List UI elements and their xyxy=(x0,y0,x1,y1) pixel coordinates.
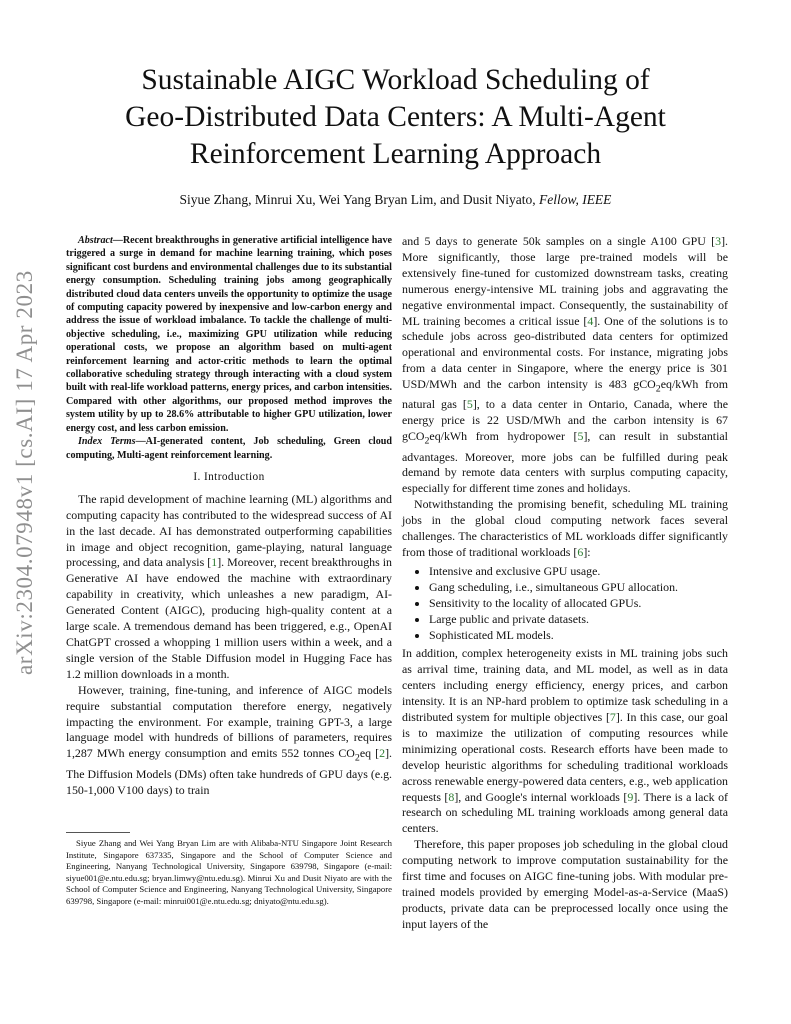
right-column xyxy=(402,234,728,933)
list-item: • Intensive and exclusive GPU usage. xyxy=(429,564,728,580)
citation-link[interactable]: 5 xyxy=(577,429,584,444)
title-line: Reinforcement Learning Approach xyxy=(189,138,602,170)
citation-link[interactable]: 6 xyxy=(577,544,584,559)
citation-link[interactable]: 9 xyxy=(627,789,634,804)
subscript: 2 xyxy=(354,752,360,764)
citation-link[interactable]: 5 xyxy=(466,397,473,412)
text-run: ]. The Diffusion Models (DMs) often take hundreds of GPU days (e.g. 150-1,000 V100 days) to train xyxy=(66,746,392,797)
citation-link[interactable]: 4 xyxy=(587,313,594,328)
index-terms-text: —AI-generated content, Job scheduling, Green cloud computing, Multi-agent reinforcement learning. xyxy=(66,436,392,461)
text-run: ], to a data center in Ontario, Canada, where the energy price is 22 USD/MWh and the carbon intensity is 67 gCO xyxy=(402,397,728,444)
citation-link[interactable]: 2 xyxy=(379,746,386,761)
list-item: • Large public and private datasets. xyxy=(429,612,728,628)
index-terms-label: Index Terms xyxy=(78,436,136,448)
list-item: • Gang scheduling, i.e., simultaneous GPU allocation. xyxy=(429,580,728,596)
text-run: The rapid development of machine learning (ML) algorithms and computing capacity has contributed to the widespread success of AI in the last decade. AI has demonstrated outperforming capabilities in image and object recognition, game-playing, natural language processing, and data analysis [ xyxy=(66,491,392,570)
text-run: ]. In this case, our goal is to maximize the utilization of computing resources while minimizing operational costs. Research efforts have been made to develop heuristic algorithms for scheduling traditional workloads across renewable energy-powered data centers, e.g., web application requests [ xyxy=(402,710,729,804)
text-run: ], can result in substantial advantages. Moreover, more jobs can be fulfilled during peak demand by remote data centers with surplus computing capacity, especially for different time zones and holidays. xyxy=(402,429,728,496)
citation-link[interactable]: 7 xyxy=(609,710,616,725)
text-run: eq/kWh from natural gas [ xyxy=(402,377,728,412)
title-line: Geo-Distributed Data Centers: A Multi-Agent xyxy=(125,101,666,133)
footnote-rule xyxy=(66,832,130,833)
author-suffix: Fellow, IEEE xyxy=(538,192,612,207)
text-run: ]. More significantly, those large pre-trained models will be extensively fine-tuned for customized downstream tasks, creating numerous energy-intensive ML training jobs and aggravating the negative environmental impact. Consequently, the sustainability of ML training becomes a critical issue [ xyxy=(402,234,728,328)
text-run: eq/kWh from hydropower [ xyxy=(429,429,578,444)
title-line: Sustainable AIGC Workload Scheduling of xyxy=(141,64,650,96)
text-run: ]. One of the solutions is to schedule jobs across geo-distributed data centers for optimized operational and environmental costs. For instance, migrating jobs from a data center in Singapore, where the energy price is 301 USD/MWh and the carbon intensity is 483 gCO xyxy=(402,313,728,392)
paragraph xyxy=(402,234,728,497)
index-terms xyxy=(66,435,392,462)
text-run: Notwithstanding the promising benefit, scheduling ML training jobs in the global cloud computing network faces several challenges. The characteristics of ML workloads differ significantly from those of traditional workloads [ xyxy=(402,497,728,559)
paragraph: Therefore, this paper proposes job scheduling in the global cloud computing network to improve computation sustainability for the first time and focuses on AIGC fine-tuning jobs. With modular pre-trained models provided by emerging Model-as-a-Service (MaaS) products, private data can be preprocessed locally once using the input layers of the xyxy=(402,837,728,931)
list-item: • Sophisticated ML models. xyxy=(429,628,728,644)
paragraph xyxy=(402,497,728,561)
citation-link[interactable]: 8 xyxy=(448,789,455,804)
paper-title xyxy=(80,62,711,173)
abstract-text: —Recent breakthroughs in generative artificial intelligence have triggered a surge in demand for machine learning training, which poses significant cost burdens and environmental challenges due to its substantial energy consumption. Scheduling training jobs among geographically distributed cloud data centers unveils the opportunity to optimize the usage of computing capacity powered by inexpensive and low-carbon energy and address the issue of workload imbalance. To tackle the challenge of multi-objective scheduling, i.e., maximizing GPU utilization while reducing operational costs, we propose an algorithm based on multi-agent reinforcement learning and actor-critic methods to learn the optimal collaborative scheduling strategy through interacting with a cloud system built with real-life workload patterns, energy prices, and carbon intensities. Compared with other algorithms, our proposed method improves the system utility by up to 28.6% attributable to higher GPU utilization, lower energy cost, and less carbon emission. xyxy=(66,235,392,434)
author-names: Siyue Zhang, Minrui Xu, Wei Yang Bryan Lim, and Dusit Niyato, xyxy=(179,192,536,207)
text-run: In addition, complex heterogeneity exists in ML training jobs such as arrival time, training data, and ML model, as well as in data centers including energy efficiency, energy prices, and carbon intensity. It is an NP-hard problem to optimize task scheduling in a distributed system for multiple objectives [ xyxy=(402,646,728,725)
abstract xyxy=(66,234,392,435)
subscript: 2 xyxy=(424,435,430,447)
paragraph xyxy=(402,646,728,837)
author-list xyxy=(80,192,711,208)
abstract-label: Abstract xyxy=(78,235,113,246)
paragraph xyxy=(66,492,392,683)
footnote-text: Siyue Zhang and Wei Yang Bryan Lim are with Alibaba-NTU Singapore Joint Research Institute, Singapore 637335, Singapore and the School of Computer Science and Engineering, Nanyang Technological University, Singapore 639798, Singapore (e-mail: siyue001@e.ntu.edu.sg; bryan.limwy@ntu.edu.sg). Minrui Xu and Dusit Niyato are with the School of Computer Science and Engineering, Nanyang Technological University, Singapore 639798, Singapore (e-mail: minrui001@e.ntu.edu.sg; dniyato@ntu.edu.sg). xyxy=(66,838,392,906)
text-run: and 5 days to generate 50k samples on a single A100 GPU [ xyxy=(402,234,716,248)
footnote xyxy=(66,838,392,907)
list-item: • Sensitivity to the locality of allocated GPUs. xyxy=(429,596,728,612)
citation-link[interactable]: 1 xyxy=(211,555,218,570)
section-heading: I. Introduction xyxy=(193,470,265,483)
text-run: ]. Moreover, recent breakthroughs in Generative AI have endowed the machine with extraordinary capability in creativity, which unleashes a new paradigm, AI-Generated Content (AIGC), producing high-quality content at a large scale. A tremendous demand has been triggered, e.g., OpenAI ChatGPT crossed a whopping 1 million users within a week, and a single version of the Stable Diffusion model in Hugging Face has 1.2 million downloads in a month. xyxy=(66,555,392,681)
citation-link[interactable]: 3 xyxy=(715,234,722,248)
text-run: ]. There is a lack of research on scheduling ML training workloads among general data centers. xyxy=(402,789,728,836)
text-run: ]: xyxy=(583,544,591,559)
paragraph xyxy=(66,683,392,799)
text-run: However, training, fine-tuning, and inference of AIGC models require substantial computation therefore energy, negatively impacting the environment. For example, training GPT-3, a large language model with hundreds of billions of parameters, requires 1,287 MWh energy consumption and emits 552 tonnes CO xyxy=(66,682,392,761)
left-column xyxy=(66,234,392,798)
arxiv-stamp: arXiv:2304.07948v1 [cs.AI] 17 Apr 2023 xyxy=(12,270,37,675)
bullet-list xyxy=(402,564,728,644)
subscript: 2 xyxy=(655,383,661,395)
text-run: ], and Google's internal workloads [ xyxy=(454,789,628,804)
text-run: eq [ xyxy=(359,746,380,761)
